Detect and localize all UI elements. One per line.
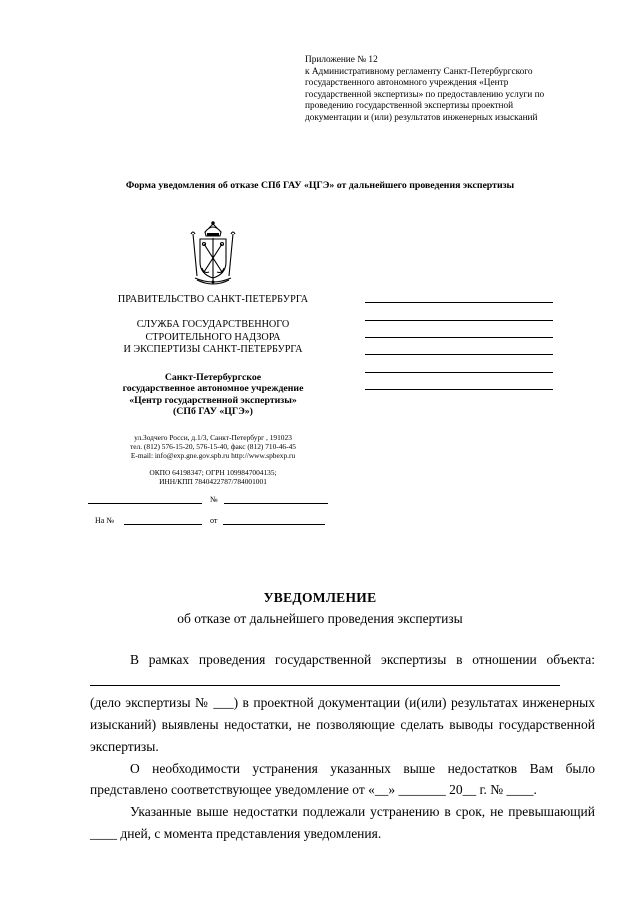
- contact-info: [88, 433, 338, 460]
- addressee-line: [365, 372, 553, 373]
- appendix-line: проведению государственной экспертизы проектной: [305, 101, 514, 111]
- org-line: «Центр государственной экспертизы»: [129, 394, 297, 406]
- appendix-line: государственного автономного учреждения «Центр: [305, 78, 509, 88]
- in-reply-row: [95, 515, 325, 525]
- paragraph-1-text: В рамках проведения государственной экспертизы в отношении объекта:: [130, 652, 595, 667]
- phone-line: тел. (812) 576-15-20, 576-15-40, факс (812) 710-46-45: [130, 441, 296, 451]
- codes-line: ИНН/КПП 7840422787/784001001: [159, 476, 267, 486]
- org-line: государственное автономное учреждение: [122, 383, 304, 394]
- notice-subheading: об отказе от дальнейшего проведения экспертизы: [177, 611, 463, 626]
- object-name-blank: [90, 673, 560, 686]
- addressee-line: [365, 354, 553, 355]
- paragraph-1-intro: [90, 649, 595, 692]
- outgoing-date-blank: [88, 494, 202, 504]
- organization-name: [88, 372, 338, 418]
- email-line: E-mail: info@exp.gne.gov.spb.ru http://www.spbexp.ru: [130, 450, 296, 460]
- paragraph-3: Указанные выше недостатки подлежали устранению в срок, не превышающий ____ дней, с момента представления уведомления.: [90, 803, 595, 841]
- letterhead: [88, 220, 338, 486]
- org-line: Санкт-Петербургское: [164, 371, 262, 383]
- in-reply-label: На №: [95, 516, 114, 525]
- addressee-line: [365, 302, 553, 303]
- appendix-line: Приложение № 12: [305, 55, 378, 65]
- notice-heading: УВЕДОМЛЕНИЕ: [263, 590, 377, 605]
- appendix-note: [305, 55, 605, 124]
- outgoing-ref-row: [88, 494, 328, 504]
- in-reply-date-blank: [223, 515, 325, 525]
- addressee-line: [365, 389, 553, 390]
- service-line: СТРОИТЕЛЬНОГО НАДЗОРА: [145, 331, 281, 343]
- form-title: Форма уведомления об отказе СПб ГАУ «ЦГЭ» от дальнейшего проведения экспертизы: [125, 180, 515, 191]
- in-reply-number-blank: [124, 515, 202, 525]
- st-petersburg-coat-of-arms-icon: [183, 220, 243, 288]
- service-name: [88, 319, 338, 357]
- address-line: ул.Зодчего Росси, д.1/3, Санкт-Петербург , 191023: [134, 432, 292, 442]
- appendix-line: к Административному регламенту Санкт-Петербургского: [305, 66, 533, 77]
- paragraph-2: О необходимости устранения указанных выше недостатков Вам было представлено соответствующее уведомление от «__» _______ 20__ г. № ____.: [90, 760, 595, 798]
- outgoing-number-blank: [224, 494, 328, 504]
- codes-line: ОКПО 64198347; ОГРН 1099847004135;: [149, 467, 277, 477]
- addressee-line: [365, 320, 553, 321]
- appendix-line: документации и (или) результатов инженерных изысканий: [305, 112, 538, 123]
- addressee-line: [365, 337, 553, 338]
- government-name: ПРАВИТЕЛЬСТВО САНКТ-ПЕТЕРБУРГА: [117, 294, 309, 305]
- service-line: СЛУЖБА ГОСУДАРСТВЕННОГО: [136, 319, 290, 330]
- registration-codes: [88, 468, 338, 486]
- service-line: И ЭКСПЕРТИЗЫ САНКТ-ПЕТЕРБУРГА: [123, 344, 303, 355]
- org-line: (СПб ГАУ «ЦГЭ»): [173, 406, 253, 417]
- number-label: №: [210, 495, 218, 504]
- appendix-line: государственной экспертизы» по предоставлению услуги по: [305, 89, 545, 100]
- from-label: от: [209, 516, 218, 525]
- notice-body: [90, 649, 595, 844]
- paragraph-1-continued: (дело экспертизы № ___) в проектной документации (и(или) результатах инженерных изысканий) выявлены недостатки, не позволяющие сделать выводы государственной экспертизы.: [90, 695, 595, 754]
